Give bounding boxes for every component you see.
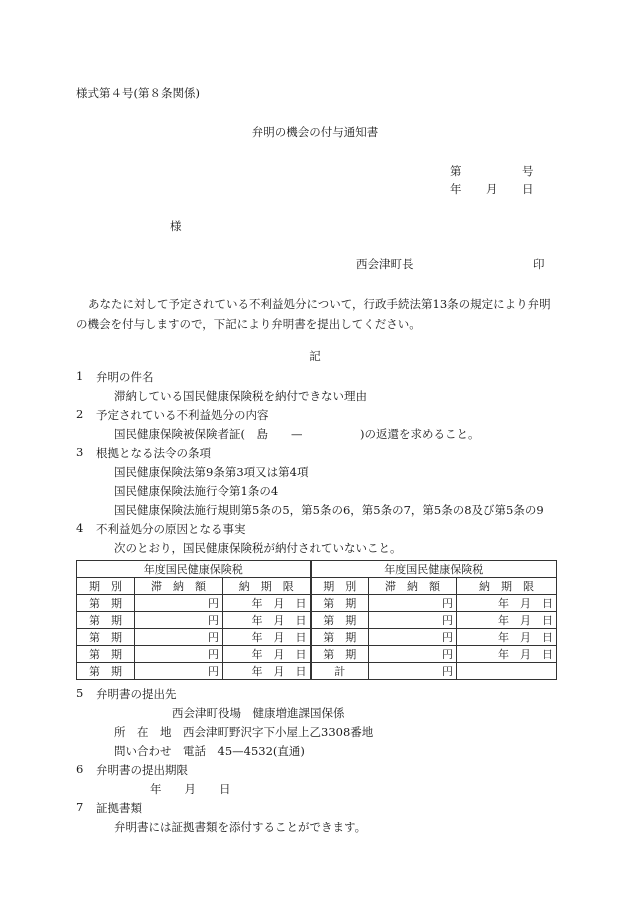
section-line: 問い合わせ 電話 45—4532(直通) [114,744,305,758]
period-cell: 第 期 [311,629,369,646]
col-deadline-header: 納 期 限 [457,578,557,595]
period-cell: 第 期 [311,646,369,663]
section-title: 弁明書の提出期限 [96,763,188,777]
number-suffix: 号 [522,164,534,178]
deadline-cell: 年 月 日 [223,646,311,663]
amount-cell: 円 [135,595,223,612]
period-cell: 第 期 [77,595,135,612]
deadline-cell: 年 月 日 [223,629,311,646]
number-label: 第 [450,164,462,178]
deadline-cell: 年 月 日 [457,629,557,646]
section-line: 次のとおり，国民健康保険税が納付されていないこと。 [114,541,402,555]
table-row [77,612,557,629]
ki-heading: 記 [309,349,321,363]
section-title: 弁明の件名 [96,370,154,384]
col-period-header: 期 別 [311,578,369,595]
section-number: 1 [76,369,84,383]
col-period-header: 期 別 [77,578,135,595]
section-title: 弁明書の提出先 [96,687,177,701]
document-title: 弁明の機会の付与通知書 [251,125,379,139]
col-deadline-header: 納 期 限 [223,578,311,595]
date-month: 月 [486,182,498,196]
amount-cell: 円 [369,595,457,612]
tax-table [76,560,557,680]
period-cell: 第 期 [311,612,369,629]
deadline-cell: 年 月 日 [457,612,557,629]
section-title: 根拠となる法令の条項 [96,446,211,460]
period-cell: 第 期 [77,646,135,663]
period-cell: 第 期 [311,595,369,612]
section-line: 滞納している国民健康保険税を納付できない理由 [114,389,367,403]
table-group-header: 年度国民健康保険税 [311,561,557,578]
section-title: 証拠書類 [96,801,142,815]
section-line: 国民健康保険被保険者証( 島 — )の返還を求めること。 [114,427,480,441]
deadline-cell: 年 月 日 [457,646,557,663]
amount-cell: 円 [369,629,457,646]
section-number: 2 [76,407,84,421]
table-row [77,629,557,646]
section-line: 国民健康保険法施行規則第5条の5，第5条の6，第5条の7，第5条の8及び第5条の9 [114,503,544,517]
amount-cell: 円 [369,612,457,629]
recipient-suffix: 様 [170,219,182,233]
section-line: 所 在 地 西会津町野沢字下小屋上乙3308番地 [114,725,374,739]
deadline-cell: 年 月 日 [223,663,311,680]
total-cell: 計 [311,663,369,680]
amount-cell: 円 [135,629,223,646]
period-cell: 第 期 [77,663,135,680]
section-line: 国民健康保険法第9条第3項又は第4項 [114,465,309,479]
table-row [77,663,557,680]
amount-cell: 円 [135,663,223,680]
total-amount-cell: 円 [369,663,457,680]
section-line: 弁明書には証拠書類を添付することができます。 [114,820,367,834]
issuer-name: 西会津町長 [356,257,414,271]
period-cell: 第 期 [77,629,135,646]
section-number: 7 [76,800,84,814]
table-row [77,595,557,612]
date-year: 年 [450,182,462,196]
section-line: 国民健康保険法施行令第1条の4 [114,484,279,498]
deadline-cell: 年 月 日 [223,612,311,629]
table-row [77,646,557,663]
deadline-cell: 年 月 日 [457,595,557,612]
deadline-cell: 年 月 日 [223,595,311,612]
amount-cell: 円 [135,612,223,629]
amount-cell: 円 [135,646,223,663]
section-line: 西会津町役場 健康増進課国保係 [172,706,345,720]
col-amount-header: 滞 納 額 [135,578,223,595]
section-line: 年 月 日 [150,782,231,796]
section-title: 予定されている不利益処分の内容 [96,408,269,422]
date-day: 日 [522,182,534,196]
form-number: 様式第４号(第８条関係) [76,86,200,100]
section-number: 3 [76,445,84,459]
empty-cell [457,663,557,680]
section-number: 6 [76,762,84,776]
section-number: 4 [76,521,84,535]
period-cell: 第 期 [77,612,135,629]
section-number: 5 [76,686,84,700]
seal-mark: 印 [533,257,545,271]
body-paragraph: あなたに対して予定されている不利益処分について，行政手続法第13条の規定により弁明の機会を付与しますので，下記により弁明書を提出してください。 [76,297,551,331]
table-group-header: 年度国民健康保険税 [77,561,311,578]
col-amount-header: 滞 納 額 [369,578,457,595]
section-title: 不利益処分の原因となる事実 [96,522,246,536]
amount-cell: 円 [369,646,457,663]
